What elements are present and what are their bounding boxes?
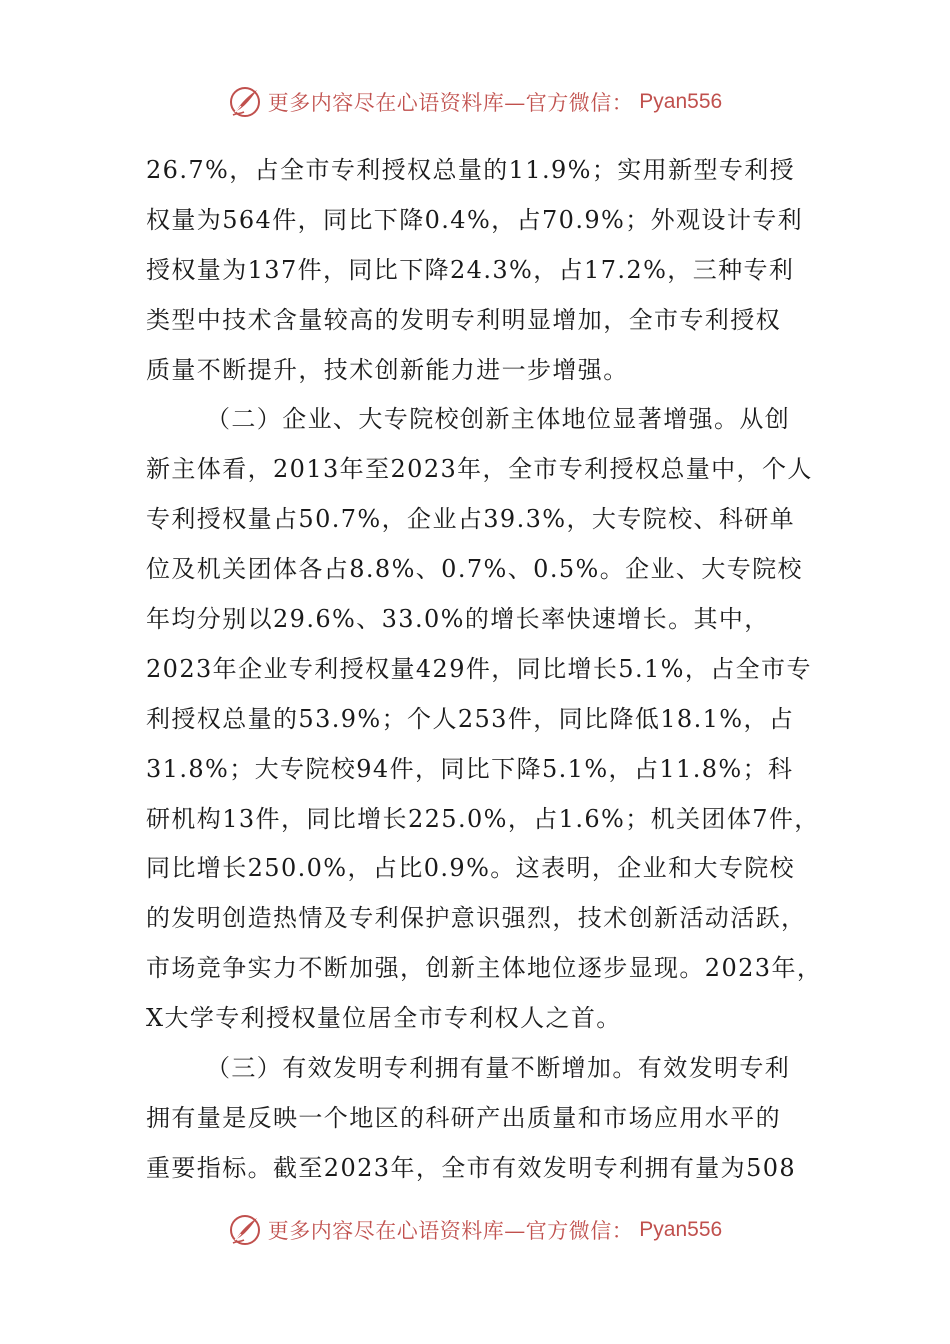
text-line: 研机构13件，同比增长225.0%，占1.6%；机关团体7件， xyxy=(146,804,820,833)
quill-logo-icon xyxy=(228,1213,262,1247)
text-line: 同比增长250.0%，占比0.9%。这表明，企业和大专院校 xyxy=(146,854,796,883)
text-line: 权量为564件，同比下降0.4%，占70.9%；外观设计专利 xyxy=(146,205,804,234)
text-line: 新主体看，2013年至2023年，全市专利授权总量中，个人 xyxy=(146,455,813,484)
text-line: 31.8%；大专院校94件，同比下降5.1%，占11.8%；科 xyxy=(146,754,794,783)
text-line: 年均分别以29.6%、33.0%的增长率快速增长。其中， xyxy=(146,605,770,634)
watermark-footer xyxy=(0,1210,950,1250)
text-line: 重要指标。截至2023年，全市有效发明专利拥有量为508 xyxy=(146,1153,797,1182)
text-line: X大学专利授权量位居全市专利权人之首。 xyxy=(146,1004,622,1033)
text-line: 利授权总量的53.9%；个人253件，同比降低18.1%，占 xyxy=(146,704,795,733)
watermark-text: 更多内容尽在心语资料库—官方微信： xyxy=(267,91,634,115)
watermark-text: 更多内容尽在心语资料库—官方微信： xyxy=(267,1219,634,1243)
text-line: 拥有量是反映一个地区的科研产出质量和市场应用水平的 xyxy=(146,1103,781,1132)
text-line: 的发明创造热情及专利保护意识强烈，技术创新活动活跃， xyxy=(146,904,807,933)
document-body xyxy=(146,146,823,1194)
text-line: （二）企业、大专院校创新主体地位显著增强。从创 xyxy=(206,405,791,434)
text-line: 质量不断提升，技术创新能力进一步增强。 xyxy=(146,355,629,384)
watermark-wechat-id: Pyan556 xyxy=(639,1218,723,1241)
text-line: （三）有效发明专利拥有量不断增加。有效发明专利 xyxy=(206,1054,791,1083)
text-line: 类型中技术含量较高的发明专利明显增加，全市专利授权 xyxy=(146,305,781,334)
text-line: 26.7%，占全市专利授权总量的11.9%；实用新型专利授 xyxy=(146,156,796,184)
watermark-wechat-id: Pyan556 xyxy=(639,90,723,113)
text-line: 位及机关团体各占8.8%、0.7%、0.5%。企业、大专院校 xyxy=(146,555,803,584)
text-line: 市场竞争实力不断加强，创新主体地位逐步显现。2023年， xyxy=(146,954,823,983)
text-line: 专利授权量占50.7%，企业占39.3%，大专院校、科研单 xyxy=(146,505,796,534)
text-line: 2023年企业专利授权量429件，同比增长5.1%，占全市专 xyxy=(146,654,812,683)
watermark-header xyxy=(0,82,950,122)
quill-logo-icon xyxy=(228,85,262,119)
text-line: 授权量为137件，同比下降24.3%，占17.2%，三种专利 xyxy=(146,255,795,284)
